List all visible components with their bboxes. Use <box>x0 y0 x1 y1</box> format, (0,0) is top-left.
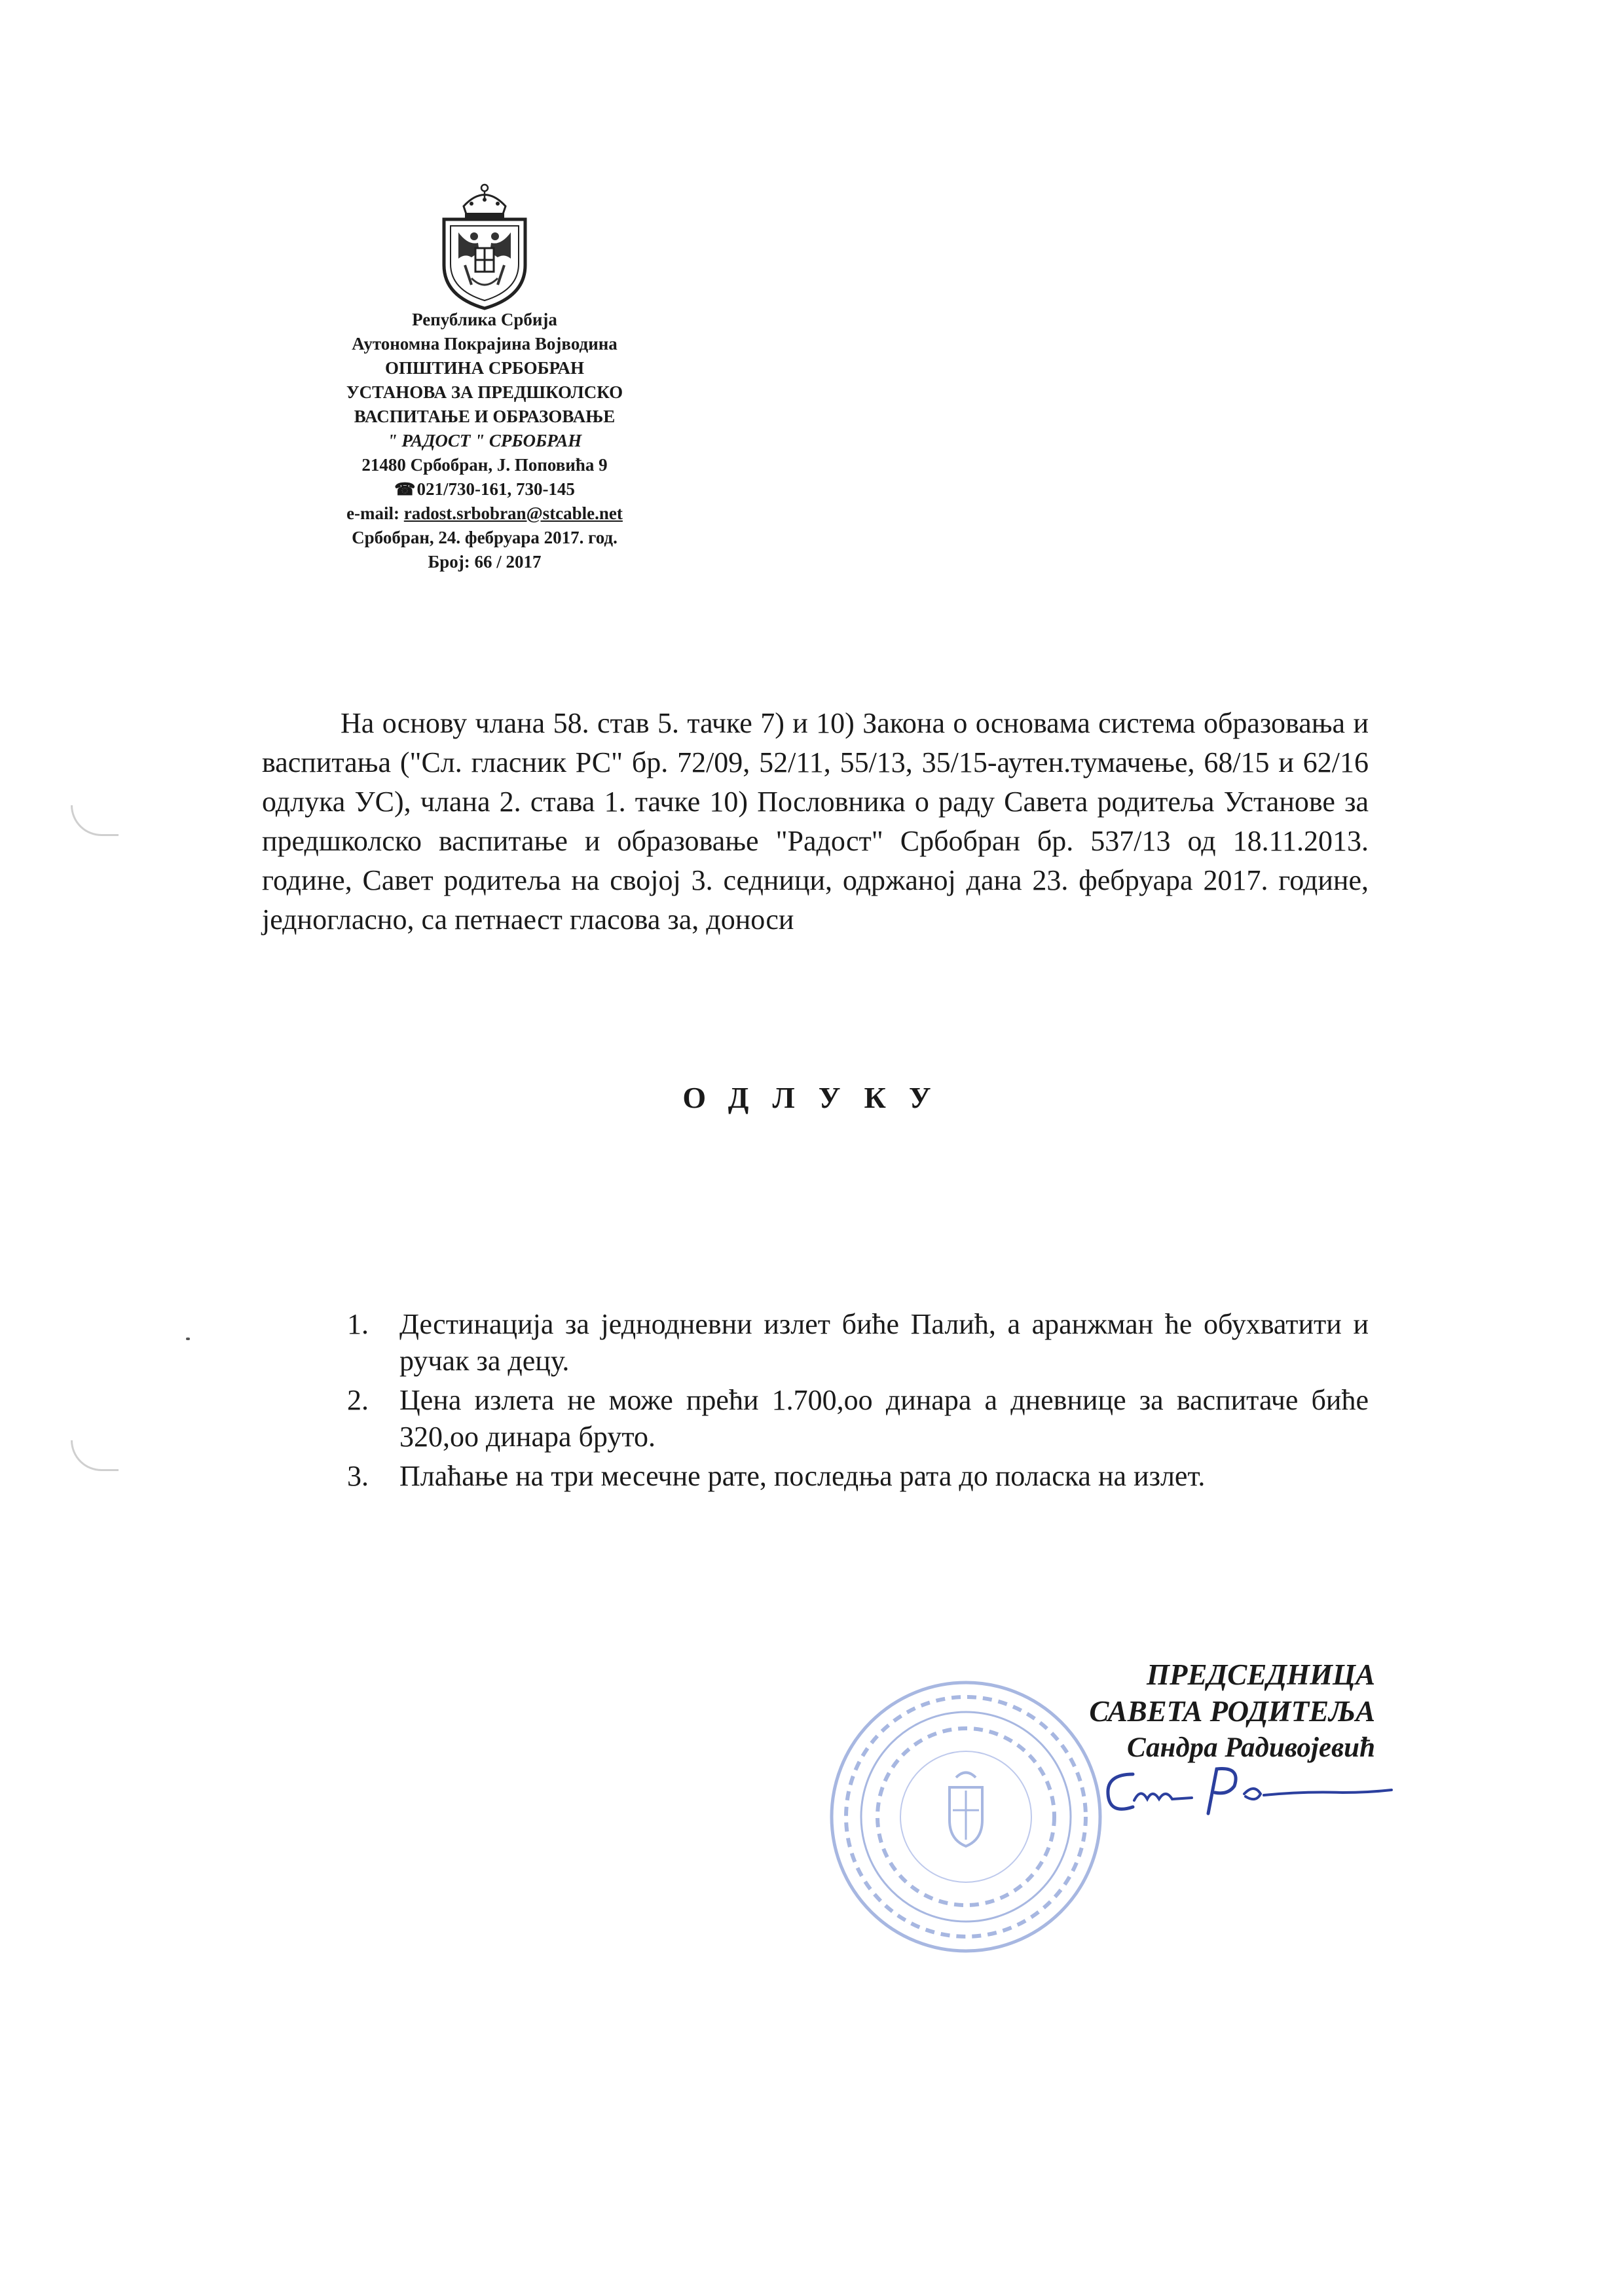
header-email-label: e-mail: <box>346 503 400 523</box>
list-item-text: Дестинација за једнодневни излет биће Палић, а аранжман ће обухватити и ручак за децу. <box>399 1308 1369 1377</box>
header-country: Република Србија <box>412 310 557 329</box>
list-item-number: 3. <box>347 1460 369 1492</box>
header-phone-line <box>249 477 720 501</box>
decision-items-list <box>347 1306 1369 1497</box>
signatory-role-line1: ПРЕДСЕДНИЦА <box>1146 1658 1375 1691</box>
signatory-role-line2: САВЕТА РОДИТЕЉА <box>1089 1695 1375 1728</box>
header-municipality: ОПШТИНА СРБОБРАН <box>385 358 584 378</box>
signature-block <box>917 1656 1375 1766</box>
list-item <box>347 1306 1369 1379</box>
intro-text: На основу члана 58. став 5. тачке 7) и 10) Закона о основама система образовања и васпитања ("Сл. гласник РС" бр. 72/09, 52/11, 55/13, 35/15-аутен.тумачење, 68/15 и 62/16 одлука УС), члана 2. става 1. тачке 10) Пословника о раду Савета родитеља Установе за предшколско васпитање и образовање "Радост" Србобран бр. 537/13 од 18.11.2013. године, Савет родитеља на својој 3. седници, одржаној дана 23. фебруара 2017. године, једногласно, са петнаест гласова за, доноси <box>262 707 1369 936</box>
handwritten-signature <box>1094 1755 1395 1827</box>
decision-title: ОДЛУКУ <box>682 1081 955 1114</box>
scan-speck <box>186 1338 190 1340</box>
list-item-text: Цена излета не може прећи 1.700,оо динара а дневнице за васпитаче биће 320,оо динара бруто. <box>399 1384 1369 1453</box>
intro-paragraph <box>262 704 1369 939</box>
list-item <box>347 1458 1369 1495</box>
list-item-text: Плаћање на три месечне рате, последња рата до поласка на излет. <box>399 1460 1206 1492</box>
signatory-name: Сандра Радивојевић <box>1126 1732 1375 1763</box>
header-phone: 021/730-161, 730-145 <box>416 479 575 499</box>
header-address: 21480 Србобран, Ј. Поповића 9 <box>361 455 608 475</box>
header-email-line <box>249 501 720 526</box>
header-document-number: Број: 66 / 2017 <box>428 552 542 572</box>
header-institution-line1: УСТАНОВА ЗА ПРЕДШКОЛСКО <box>346 382 623 402</box>
list-item <box>347 1382 1369 1455</box>
punch-hole-bottom <box>71 1440 119 1471</box>
list-item-number: 2. <box>347 1384 369 1416</box>
header-institution-line2: ВАСПИТАЊЕ И ОБРАЗОВАЊЕ <box>354 407 616 426</box>
list-item-number: 1. <box>347 1308 369 1340</box>
header-date: Србобран, 24. фебруара 2017. год. <box>352 528 618 547</box>
header-institution-name: " РАДОСТ " СРБОБРАН <box>387 431 582 450</box>
header-province: Аутономна Покрајина Војводина <box>352 334 618 354</box>
institution-header <box>249 308 720 574</box>
header-email-link[interactable]: radost.srbobran@stcable.net <box>403 503 623 523</box>
punch-hole-top <box>71 805 119 836</box>
telephone-icon: ☎ <box>394 480 416 499</box>
serbian-coat-of-arms-icon <box>432 180 537 311</box>
